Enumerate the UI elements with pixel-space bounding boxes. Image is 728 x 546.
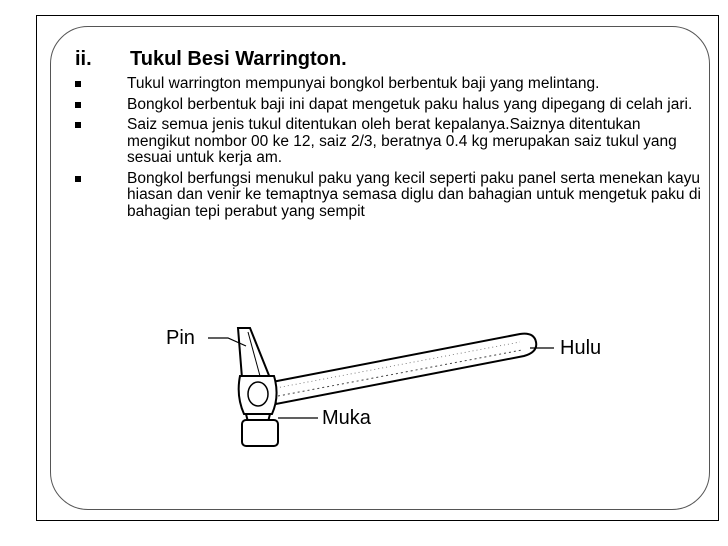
bullet-text: Bongkol berfungsi menukul paku yang kecil seperti paku panel serta menekan kayu hiasan dan venir ke temaptnya semasa diglu dan bahagian untuk mengetuk paku di bahagian tepi perabut yang sempit xyxy=(127,169,701,220)
heading-title: Tukul Besi Warrington. xyxy=(130,48,347,70)
bullet-list xyxy=(75,76,705,224)
label-face: Muka xyxy=(322,407,371,429)
hammer-handle xyxy=(272,334,536,404)
bullet-text: Bongkol berbentuk baji ini dapat mengetuk paku halus yang dipegang di celah jari. xyxy=(127,95,693,113)
label-pin: Pin xyxy=(166,327,195,349)
hammer-head xyxy=(239,376,277,422)
square-bullet-icon xyxy=(75,81,81,87)
square-bullet-icon xyxy=(75,102,81,108)
hammer-illustration xyxy=(150,310,630,460)
square-bullet-icon xyxy=(75,176,81,182)
hammer-face xyxy=(242,420,278,446)
bullet-text: Tukul warrington mempunyai bongkol berbentuk baji yang melintang. xyxy=(127,75,600,92)
heading-number: ii. xyxy=(75,48,92,70)
bullet-item xyxy=(75,76,705,93)
hammer-pin xyxy=(238,328,270,378)
bullet-item xyxy=(75,117,705,167)
square-bullet-icon xyxy=(75,122,81,128)
bullet-item xyxy=(75,171,705,221)
bullet-text: Saiz semua jenis tukul ditentukan oleh berat kepalanya.Saiznya ditentukan mengikut nombor 00 ke 12, saiz 2/3, beratnya 0.4 kg merupakan saiz tukul yang sesuai untuk kerja am. xyxy=(127,116,677,166)
label-handle: Hulu xyxy=(560,337,602,359)
bullet-item xyxy=(75,97,705,114)
